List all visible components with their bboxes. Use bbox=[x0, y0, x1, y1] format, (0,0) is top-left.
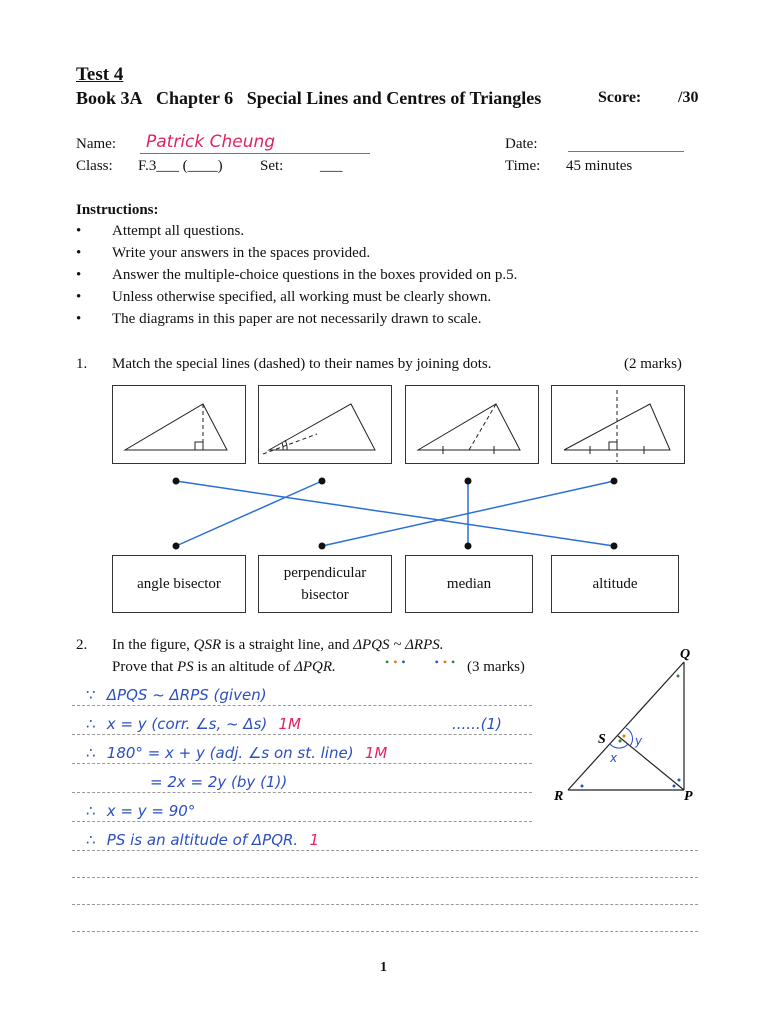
triangle-angle-bisector-figure bbox=[259, 386, 391, 463]
answer-line[interactable] bbox=[72, 850, 698, 851]
mark-award: 1 bbox=[309, 831, 319, 849]
match-dot[interactable] bbox=[173, 478, 180, 485]
instruction-item: Answer the multiple-choice questions in the boxes provided on p.5. bbox=[112, 267, 518, 283]
q2-marks: (3 marks) bbox=[467, 659, 525, 675]
date-field[interactable] bbox=[568, 151, 684, 152]
chapter-label: Chapter 6 bbox=[156, 88, 234, 108]
name-bisector: bisector bbox=[301, 587, 349, 603]
working-line-6 bbox=[86, 831, 319, 850]
answer-line[interactable] bbox=[72, 705, 532, 706]
match-dot[interactable] bbox=[173, 543, 180, 550]
angle-dot bbox=[619, 740, 622, 743]
instructions-title: Instructions: bbox=[76, 202, 159, 218]
name-value[interactable]: Patrick Cheung bbox=[146, 132, 276, 152]
angle-dot bbox=[623, 735, 626, 738]
triangle-altitude-figure bbox=[113, 386, 245, 463]
bullet: • bbox=[76, 267, 82, 283]
name-label: Name: bbox=[76, 136, 116, 152]
equation-ref: ......(1) bbox=[452, 715, 502, 733]
name-box-median bbox=[405, 555, 533, 613]
q2-triangle-pqr: ΔPQR. bbox=[294, 659, 336, 675]
label-q: Q bbox=[680, 647, 691, 662]
figure-box-angle-bisector bbox=[258, 385, 392, 464]
working-text: 180° = x + y (adj. ∠s on st. line) bbox=[106, 744, 354, 762]
answer-line[interactable] bbox=[72, 877, 698, 878]
q1-text: Match the special lines (dashed) to their names by joining dots. bbox=[112, 356, 492, 372]
name-median: median bbox=[446, 576, 492, 592]
side-qr bbox=[568, 662, 684, 790]
q2-text: In the figure, bbox=[112, 637, 190, 653]
q2-number: 2. bbox=[76, 637, 88, 653]
name-box-angle-bisector bbox=[112, 555, 246, 613]
figure-box-perpendicular-bisector bbox=[551, 385, 685, 464]
angle-dot bbox=[673, 785, 676, 788]
answer-line[interactable] bbox=[72, 821, 532, 822]
q2-line2 bbox=[112, 659, 336, 676]
working-line-5 bbox=[86, 802, 195, 821]
score-total: /30 bbox=[678, 89, 699, 106]
mark-award: 1M bbox=[364, 744, 388, 762]
q1-number: 1. bbox=[76, 356, 88, 372]
set-value: ___ bbox=[320, 158, 343, 174]
therefore-symbol: ∴ bbox=[86, 802, 96, 820]
instruction-item: The diagrams in this paper are not necessarily drawn to scale. bbox=[112, 311, 482, 327]
match-dot[interactable] bbox=[465, 478, 472, 485]
working-text: ΔPQS ~ ΔRPS (given) bbox=[106, 686, 267, 704]
q2-text: is an altitude of bbox=[197, 659, 291, 675]
match-dot[interactable] bbox=[319, 543, 326, 550]
working-text: x = y (corr. ∠s, ~ Δs) bbox=[106, 715, 268, 733]
name-box-perpendicular-bisector bbox=[258, 555, 392, 613]
mark-award: 1M bbox=[278, 715, 302, 733]
angle-dot bbox=[581, 785, 584, 788]
match-line bbox=[176, 481, 614, 546]
therefore-symbol: ∴ bbox=[86, 831, 96, 849]
q2-text: is a straight line, and bbox=[224, 637, 350, 653]
class-label: Class: bbox=[76, 158, 113, 174]
time-label: Time: bbox=[505, 158, 541, 174]
answer-line[interactable] bbox=[72, 763, 532, 764]
q2-segment-ps: PS bbox=[177, 659, 194, 675]
label-p: P bbox=[684, 789, 693, 804]
matching-lines[interactable] bbox=[0, 470, 768, 560]
q2-text: Prove that bbox=[112, 659, 174, 675]
match-dot[interactable] bbox=[465, 543, 472, 550]
page-number: 1 bbox=[380, 960, 387, 975]
page-title bbox=[76, 88, 541, 109]
bullet: • bbox=[76, 289, 82, 305]
match-dot[interactable] bbox=[319, 478, 326, 485]
figure-box-median bbox=[405, 385, 539, 464]
q2-triangle-figure bbox=[548, 640, 718, 820]
match-dot[interactable] bbox=[611, 543, 618, 550]
instruction-item: Write your answers in the spaces provided. bbox=[112, 245, 371, 261]
name-box-altitude bbox=[551, 555, 679, 613]
working-text: = 2x = 2y (by (1)) bbox=[150, 773, 288, 791]
triangle-median-figure bbox=[406, 386, 538, 463]
figure-box-altitude bbox=[112, 385, 246, 464]
triangle-perp-bisector-figure bbox=[552, 386, 684, 463]
answer-line[interactable] bbox=[72, 734, 532, 735]
time-value: 45 minutes bbox=[566, 158, 633, 174]
match-dot[interactable] bbox=[611, 478, 618, 485]
score-label: Score: bbox=[598, 89, 642, 106]
test-label: Test 4 bbox=[76, 64, 124, 85]
angle-dot bbox=[677, 675, 680, 678]
working-line-1 bbox=[86, 686, 267, 705]
answer-line[interactable] bbox=[72, 904, 698, 905]
name-underline bbox=[140, 153, 370, 154]
name-altitude: altitude bbox=[592, 576, 638, 592]
therefore-symbol: ∴ bbox=[86, 744, 96, 762]
label-x: x bbox=[610, 751, 618, 765]
label-y: y bbox=[635, 734, 643, 748]
angle-x-arc bbox=[610, 744, 628, 748]
q2-similarity: ΔPQS ~ ΔRPS. bbox=[353, 637, 444, 653]
angle-dot bbox=[678, 779, 681, 782]
because-symbol: ∵ bbox=[86, 686, 96, 704]
name-angle-bisector: angle bisector bbox=[137, 576, 221, 592]
bullet: • bbox=[76, 223, 82, 239]
working-line-4 bbox=[150, 773, 287, 792]
date-label: Date: bbox=[505, 136, 538, 152]
name-perpendicular: perpendicular bbox=[283, 565, 367, 581]
correspondence-dots: ••• ••• bbox=[385, 655, 460, 669]
instruction-item: Unless otherwise specified, all working must be clearly shown. bbox=[112, 289, 492, 305]
answer-line[interactable] bbox=[72, 792, 532, 793]
class-value: F.3___ (____) bbox=[138, 158, 223, 174]
label-s: S bbox=[598, 732, 606, 747]
working-text: x = y = 90° bbox=[106, 802, 196, 820]
answer-line[interactable] bbox=[72, 931, 698, 932]
working-text: PS is an altitude of ΔPQR. bbox=[106, 831, 299, 849]
therefore-symbol: ∴ bbox=[86, 715, 96, 733]
bullet: • bbox=[76, 311, 82, 327]
set-label: Set: bbox=[260, 158, 284, 174]
q1-marks: (2 marks) bbox=[624, 356, 682, 372]
label-r: R bbox=[554, 789, 564, 804]
q2-segment-qsr: QSR bbox=[193, 637, 222, 653]
book-label: Book 3A bbox=[76, 88, 143, 108]
match-line bbox=[176, 481, 322, 546]
chapter-title: Special Lines and Centres of Triangles bbox=[246, 88, 542, 108]
working-line-2 bbox=[86, 715, 301, 734]
bullet: • bbox=[76, 245, 82, 261]
q2-line1 bbox=[112, 637, 444, 654]
working-line-3 bbox=[86, 744, 387, 763]
instruction-item: Attempt all questions. bbox=[112, 223, 245, 239]
